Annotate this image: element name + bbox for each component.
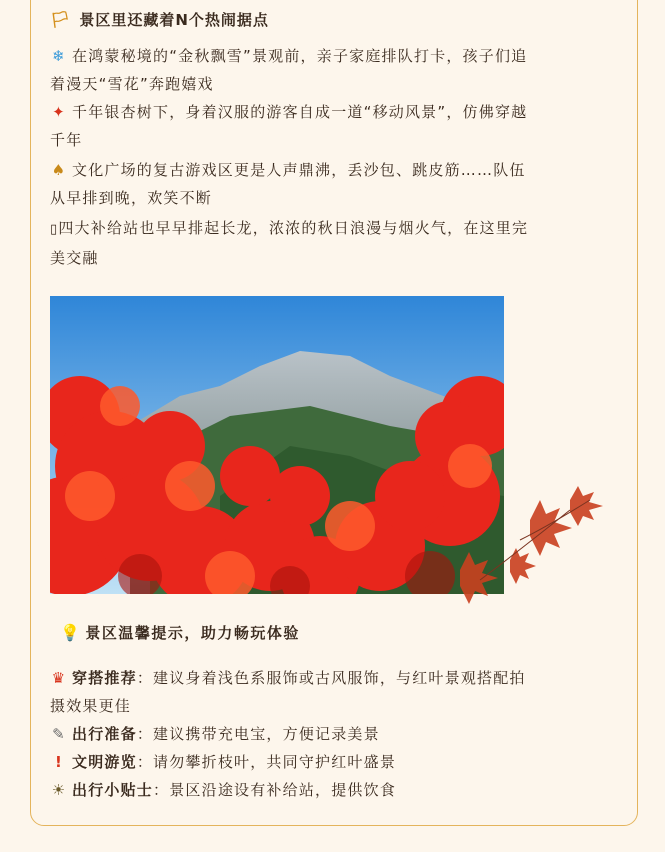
flag-icon: 🏳 bbox=[50, 9, 72, 29]
tip-1-label: 穿搭推荐 bbox=[72, 669, 137, 687]
memo-icon: ✎ bbox=[52, 725, 66, 743]
paragraph-1 bbox=[50, 42, 620, 98]
paragraph-1-line1: 在鸿蒙秘境的“金秋飘雪”景观前，亲子家庭排队打卡，孩子们追 bbox=[72, 47, 528, 65]
exclamation-icon: ! bbox=[54, 753, 64, 771]
paragraph-2-line1: 千年银杏树下，身着汉服的游客自成一道“移动风景”，仿佛穿越 bbox=[72, 103, 528, 121]
heading-text: 景区里还藏着N个热闹据点 bbox=[79, 10, 269, 29]
tip-1-text: ：建议身着浅色系服饰或古风服饰，与红叶景观搭配拍 bbox=[136, 669, 526, 687]
light-bulb-icon: 💡 bbox=[60, 623, 82, 642]
tip-item-1 bbox=[50, 664, 620, 720]
juggling-icon: ♠ bbox=[51, 161, 67, 179]
paragraph-3 bbox=[50, 156, 620, 212]
tips-title-text: 景区温馨提示，助力畅玩体验 bbox=[85, 624, 300, 642]
tip-item-4 bbox=[50, 776, 620, 804]
paragraph-1-line2: 着漫天“雪花”奔跑嬉戏 bbox=[50, 75, 214, 93]
tip-2-label: 出行准备 bbox=[72, 725, 137, 743]
snowflake-icon: ❄ bbox=[52, 47, 66, 65]
missing-glyph-icon: ▯ bbox=[50, 222, 59, 237]
paragraph-4 bbox=[50, 214, 620, 272]
tip-2-text: ：建议携带充电宝，方便记录美景 bbox=[136, 725, 380, 743]
paragraph-3-line1: 文化广场的复古游戏区更是人声鼎沸，丢沙包、跳皮筋……队伍 bbox=[72, 161, 526, 179]
paragraph-2-line2: 千年 bbox=[50, 131, 83, 149]
maple-leaves-decoration bbox=[420, 480, 620, 610]
tip-3-text: ：请勿攀折枝叶，共同守护红叶盛景 bbox=[136, 753, 397, 771]
paragraph-4-line1: 四大补给站也早早排起长龙，浓浓的秋日浪漫与烟火气，在这里完 bbox=[58, 219, 529, 237]
tip-1-text2: 摄效果更佳 bbox=[50, 697, 132, 715]
dress-icon: ♛ bbox=[51, 669, 67, 687]
tip-4-label: 出行小贴士 bbox=[72, 781, 154, 799]
tip-4-text: ：景区沿途设有补给站，提供饮食 bbox=[153, 781, 397, 799]
paragraph-3-line2: 从早排到晚，欢笑不断 bbox=[50, 189, 213, 207]
maple-leaf-icon: ✦ bbox=[52, 103, 66, 121]
paragraph-2 bbox=[50, 98, 620, 154]
tips-title bbox=[60, 622, 300, 643]
section-heading bbox=[50, 8, 269, 30]
tip-item-2 bbox=[50, 720, 620, 748]
paragraph-4-line2: 美交融 bbox=[50, 249, 99, 267]
tip-3-label: 文明游览 bbox=[72, 753, 137, 771]
tip-item-3 bbox=[50, 748, 620, 776]
sun-icon: ☀ bbox=[51, 781, 67, 799]
